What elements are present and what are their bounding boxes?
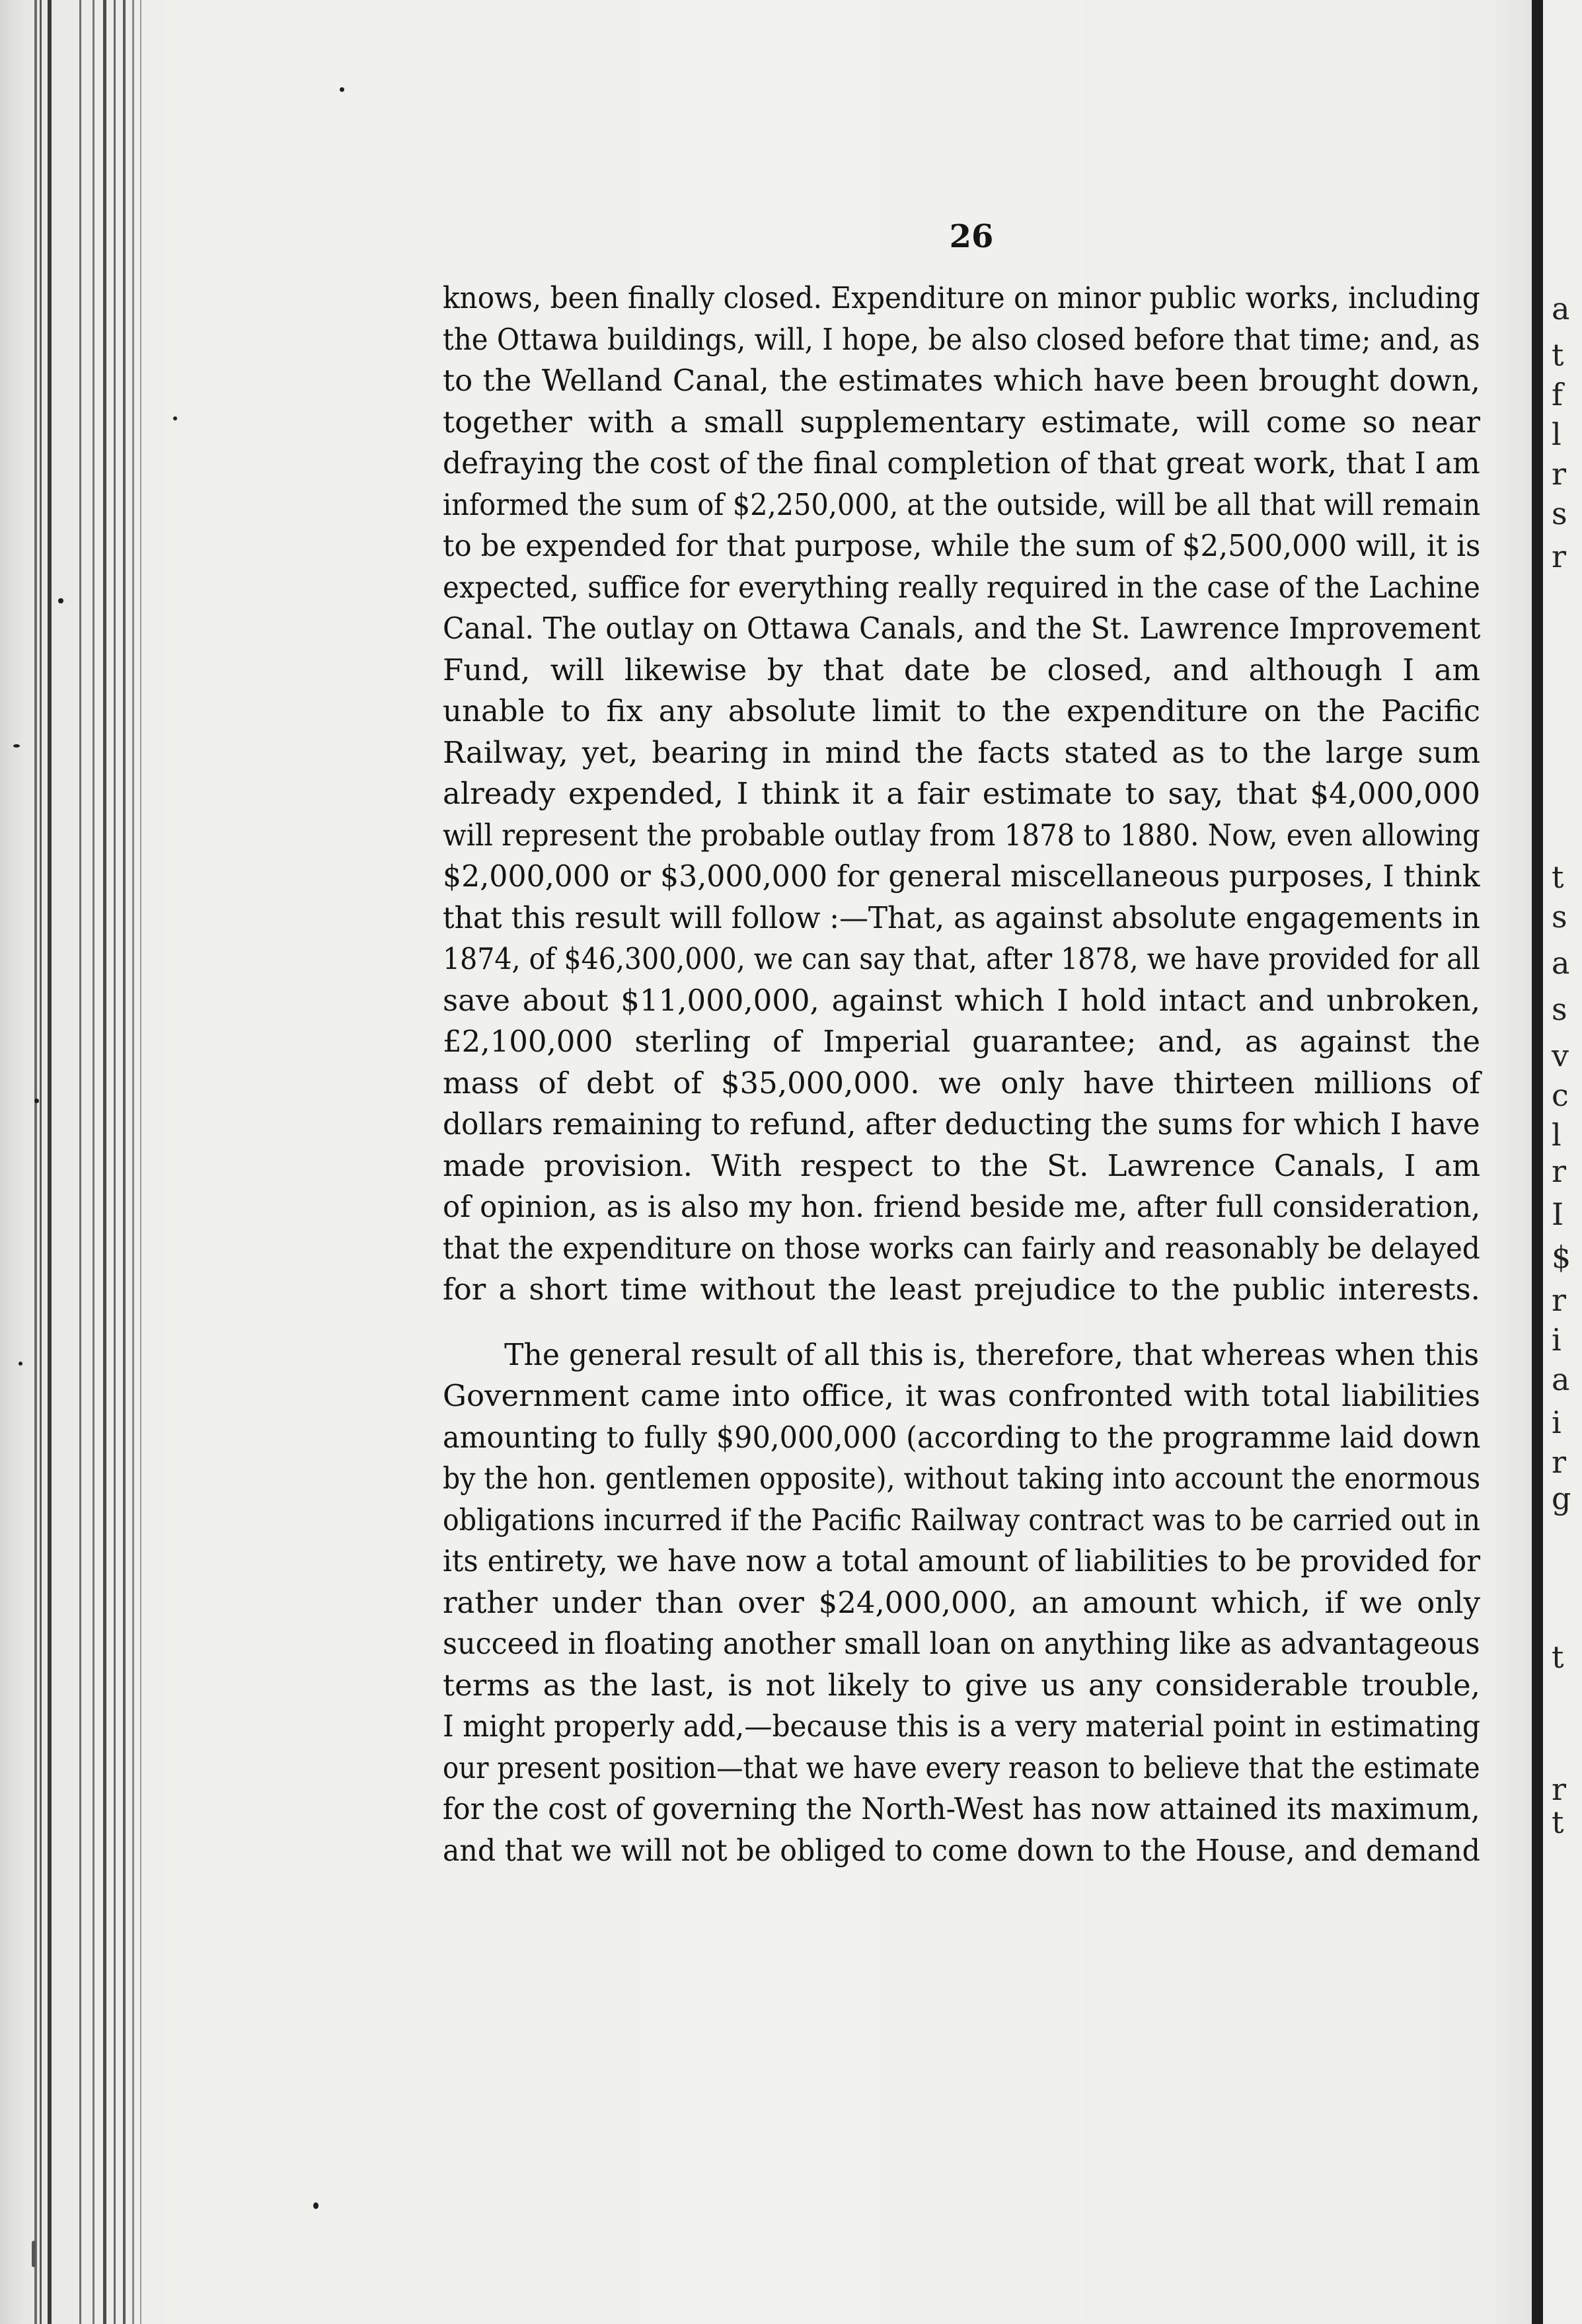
fragment: r — [1552, 539, 1566, 574]
fragment: a — [1552, 1362, 1570, 1397]
gutter-line — [123, 0, 126, 2324]
scan-speck — [173, 416, 177, 420]
text-line: already expended, I think it a fair estimate to say, that $4,000,000 — [443, 776, 1480, 811]
text-line: together with a small supplementary estimate, will come so near — [443, 404, 1480, 440]
gutter-line — [34, 0, 37, 2324]
scan-speck — [34, 1099, 39, 1103]
fragment: r — [1552, 1444, 1566, 1480]
text-line: made provision. With respect to the St. Lawrence Canals, I am — [443, 1147, 1480, 1183]
text-line: by the hon. gentlemen opposite), without taking into account the enormous — [443, 1461, 1481, 1496]
gutter-line — [114, 0, 116, 2324]
fragment: l — [1552, 416, 1562, 452]
fragment: a — [1552, 291, 1570, 327]
text-line: obligations incurred if the Pacific Railway contract was to be carried out in — [443, 1502, 1481, 1537]
text-line: The general result of all this is, therefore, that whereas when this — [504, 1336, 1480, 1372]
text-line: mass of debt of $35,000,000. we only have thirteen millions of — [443, 1065, 1480, 1101]
text-line: unable to fix any absolute limit to the expenditure on the Pacific — [443, 693, 1480, 728]
text-line: rather under than over $24,000,000, an amount which, if we only — [443, 1584, 1480, 1620]
text-line: succeed in floating another small loan on anything like as advantageous — [443, 1626, 1480, 1661]
scan-speck — [32, 2241, 36, 2267]
scan-speck — [19, 1362, 22, 1366]
fragment: v — [1552, 1038, 1569, 1073]
fragment: r — [1552, 1153, 1566, 1189]
scan-speck — [313, 2202, 319, 2209]
fragment: s — [1552, 991, 1567, 1027]
fragment: t — [1552, 1804, 1564, 1840]
adjacent-page-text-fragments — [1552, 0, 1582, 2324]
fragment: I — [1552, 1196, 1564, 1232]
text-line: £2,100,000 sterling of Imperial guarantee; and, as against the — [443, 1024, 1480, 1059]
page-number: 26 — [949, 218, 994, 255]
scan-speck — [58, 598, 63, 603]
fragment: r — [1552, 1282, 1566, 1318]
gutter-line — [140, 0, 141, 2324]
paragraph-2 — [443, 1335, 1480, 1872]
fragment: t — [1552, 859, 1564, 895]
text-line: terms as the last, is not likely to give us any considerable trouble, — [443, 1667, 1480, 1703]
fragment: l — [1552, 1117, 1562, 1153]
text-line: amounting to fully $90,000,000 (according to the programme laid down — [443, 1419, 1481, 1455]
text-line: expected, suffice for everything really required in the case of the Lachine — [443, 569, 1480, 605]
text-line: and that we will not be obliged to come down to the House, and demand — [443, 1832, 1480, 1868]
text-line: Fund, will likewise by that date be closed, and although I am — [443, 652, 1480, 687]
scan-speck — [340, 87, 344, 92]
text-line: $2,000,000 or $3,000,000 for general miscellaneous purposes, I think — [443, 859, 1480, 894]
text-line: the Ottawa buildings, will, I hope, be also closed before that time; and, as — [443, 321, 1480, 357]
gutter-line — [40, 0, 42, 2324]
fragment: i — [1552, 1405, 1562, 1440]
gutter-line — [48, 0, 52, 2324]
text-line: to be expended for that purpose, while the sum of $2,500,000 will, it is — [443, 528, 1481, 563]
fragment: r — [1552, 456, 1566, 492]
fragment: c — [1552, 1077, 1569, 1113]
fragment: f — [1552, 377, 1563, 412]
text-line: for the cost of governing the North-West has now attained its maximum, — [443, 1791, 1480, 1826]
text-line: Canal. The outlay on Ottawa Canals, and the St. Lawrence Improvement — [443, 611, 1481, 646]
fragment: s — [1552, 496, 1567, 531]
text-line: I might properly add,—because this is a very material point in estimating — [443, 1709, 1481, 1744]
paragraph-gap — [443, 1311, 1480, 1335]
text-line: Railway, yet, bearing in mind the facts stated as to the large sum — [443, 734, 1480, 770]
fragment: g — [1552, 1481, 1571, 1516]
text-line: our present position—that we have every reason to believe that the estimate — [443, 1750, 1480, 1785]
text-line: dollars remaining to refund, after deducting the sums for which I have — [443, 1106, 1480, 1142]
fragment: i — [1552, 1322, 1562, 1358]
gutter-line — [93, 0, 94, 2324]
text-line: that the expenditure on those works can fairly and reasonably be delayed — [443, 1230, 1480, 1266]
fragment: $ — [1552, 1239, 1571, 1275]
text-line: knows, been finally closed. Expenditure on minor public works, including — [443, 280, 1480, 315]
fragment: t — [1552, 337, 1564, 373]
body-text — [443, 278, 1480, 1871]
text-line: save about $11,000,000, against which I hold intact and unbroken, — [443, 982, 1480, 1018]
text-line: its entirety, we have now a total amount of liabilities to be provided for — [443, 1543, 1481, 1578]
gutter-line — [103, 0, 106, 2324]
text-line: informed the sum of $2,250,000, at the outside, will be all that will remain — [443, 486, 1481, 522]
gutter-line — [132, 0, 134, 2324]
text-line: will represent the probable outlay from 1878 to 1880. Now, even allowing — [443, 817, 1480, 853]
text-line: for a short time without the least prejudice to the public interests. — [443, 1272, 1480, 1307]
text-line: defraying the cost of the final completion of that great work, that I am — [443, 445, 1480, 481]
gutter-line — [79, 0, 81, 2324]
fragment: t — [1552, 1639, 1564, 1675]
fragment: s — [1552, 899, 1567, 935]
scan-speck — [13, 744, 20, 748]
fragment: a — [1552, 945, 1570, 981]
text-line: 1874, of $46,300,000, we can say that, after 1878, we have provided for all — [443, 941, 1480, 976]
fragment: r — [1552, 1771, 1566, 1807]
text-line: to the Welland Canal, the estimates which have been brought down, — [443, 363, 1480, 398]
text-line: of opinion, as is also my hon. friend beside me, after full consideration, — [443, 1189, 1481, 1224]
paragraph-1 — [443, 278, 1480, 1311]
text-line: that this result will follow :—That, as against absolute engagements in — [443, 900, 1480, 935]
text-line: Government came into office, it was confronted with total liabilities — [443, 1378, 1480, 1413]
